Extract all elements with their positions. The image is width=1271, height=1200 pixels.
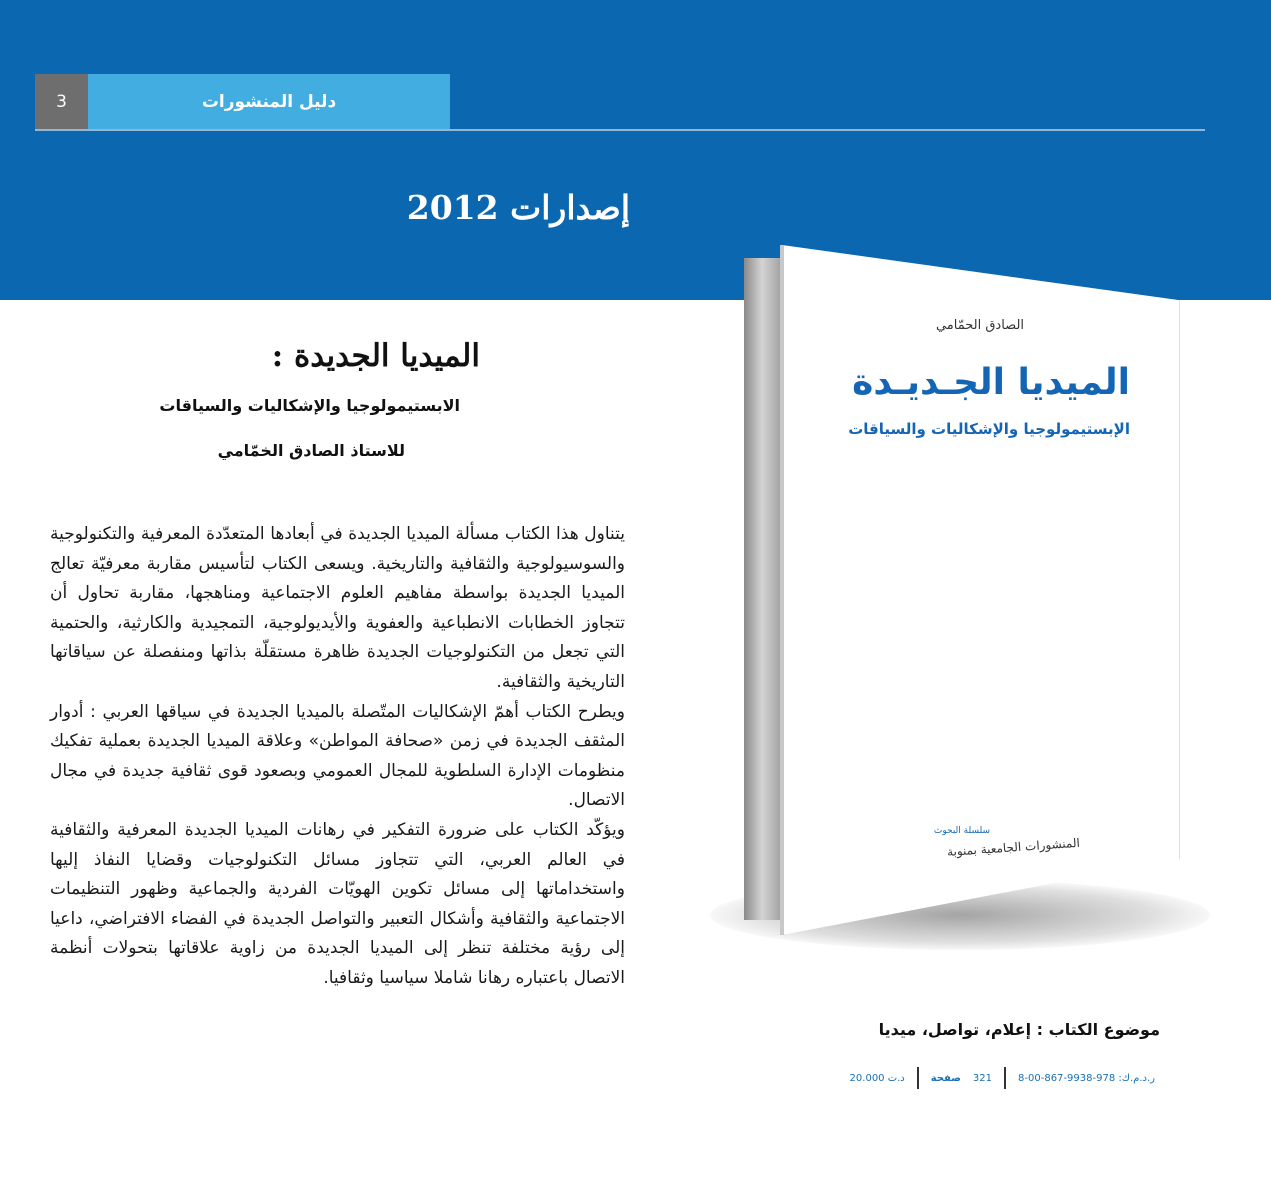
- pages-label: صفحة: [930, 1072, 961, 1084]
- book-spine: [744, 258, 784, 920]
- book-cover-image: [700, 240, 1240, 980]
- isbn: ر.د.م.ك: 978-9938-867-00-8: [1018, 1072, 1155, 1084]
- book-meta-row: [820, 1066, 1155, 1090]
- meta-separator: [1004, 1067, 1006, 1089]
- cover-series-label: سلسلة البحوث: [933, 826, 990, 836]
- cover-publisher: المنشورات الجامعية بمنوبة: [946, 835, 1081, 859]
- cover-subtitle: الإبستيمولوجيا والإشكاليات والسياقات: [848, 420, 1130, 438]
- book-topic: موضوع الكتاب : إعلام، تواصل، ميديا: [878, 1020, 1160, 1039]
- description-paragraph-2: ويطرح الكتاب أهمّ الإشكاليات المتّصلة بالميديا الجديدة في سياقها العربي : أدوار المثقف الجديدة في زمن «صحافة المواطن» وعلاقة الميديا الجديدة بعملية تفكيك منظومات الإدارة السلطوية للمجال العمومي وبصعود قوى ثقافية جديدة في مجال الاتصال.: [50, 701, 625, 811]
- book-author: للاستاذ الصادق الخمّامي: [217, 441, 405, 460]
- cover-author: الصادق الحمّامي: [935, 318, 1025, 333]
- book-subtitle: الابستيمولوجيا والإشكاليات والسياقات: [159, 396, 460, 415]
- book-description: [50, 520, 625, 994]
- description-paragraph-1: يتناول هذا الكتاب مسألة الميديا الجديدة في أبعادها المتعدّدة المعرفية والتكنولوجية والسوسيولوجية والثقافية والتاريخية. ويسعى الكتاب لتأسيس مقاربة معرفيّة تعالج الميديا الجديدة بواسطة مفاهيم العلوم الاجتماعية ومناهجها، مقاربة تحاول أن تتجاوز الخطابات الانطباعية والعفوية والأيديولوجية، التمجيدية والكارثية، والحتمية التي تجعل من التكنولوجيات الجديدة ظاهرة مستقلّة بذاتها ومنفصلة عن سياقاتها التاريخية والثقافية.: [50, 524, 625, 692]
- meta-separator: [917, 1067, 919, 1089]
- book-cover-edge: [780, 245, 784, 935]
- book-title: الميديا الجديدة :: [271, 338, 480, 374]
- year-heading: إصدارات 2012: [406, 188, 630, 227]
- description-paragraph-3: ويؤكّد الكتاب على ضرورة التفكير في رهانات الميديا الجديدة المعرفية والثقافية في العالم العربي، التي تتجاوز مسائل التكنولوجيات وقضايا النفاذ إليها واستخداماتها إلى مسائل تكوين الهويّات الفردية والجماعية وظهور التنظيمات الاجتماعية والثقافية وأشكال التعبير والتواصل الجديدة في الفضاء الافتراضي، داعيا إلى رؤية مختلفة تنظر إلى الميديا الجديدة من زاوية علاقاتها بتحولات أنظمة الاتصال باعتباره رهانا شاملا سياسيا وثقافيا.: [50, 819, 625, 988]
- page-number: 3: [35, 74, 88, 130]
- cover-title: الميديا الجـديـدة: [852, 362, 1130, 403]
- header-divider: [35, 129, 1205, 131]
- pages-value: 321: [972, 1072, 992, 1084]
- section-label: دليل المنشورات: [88, 74, 450, 130]
- price: 20.000 د.ت: [849, 1072, 905, 1084]
